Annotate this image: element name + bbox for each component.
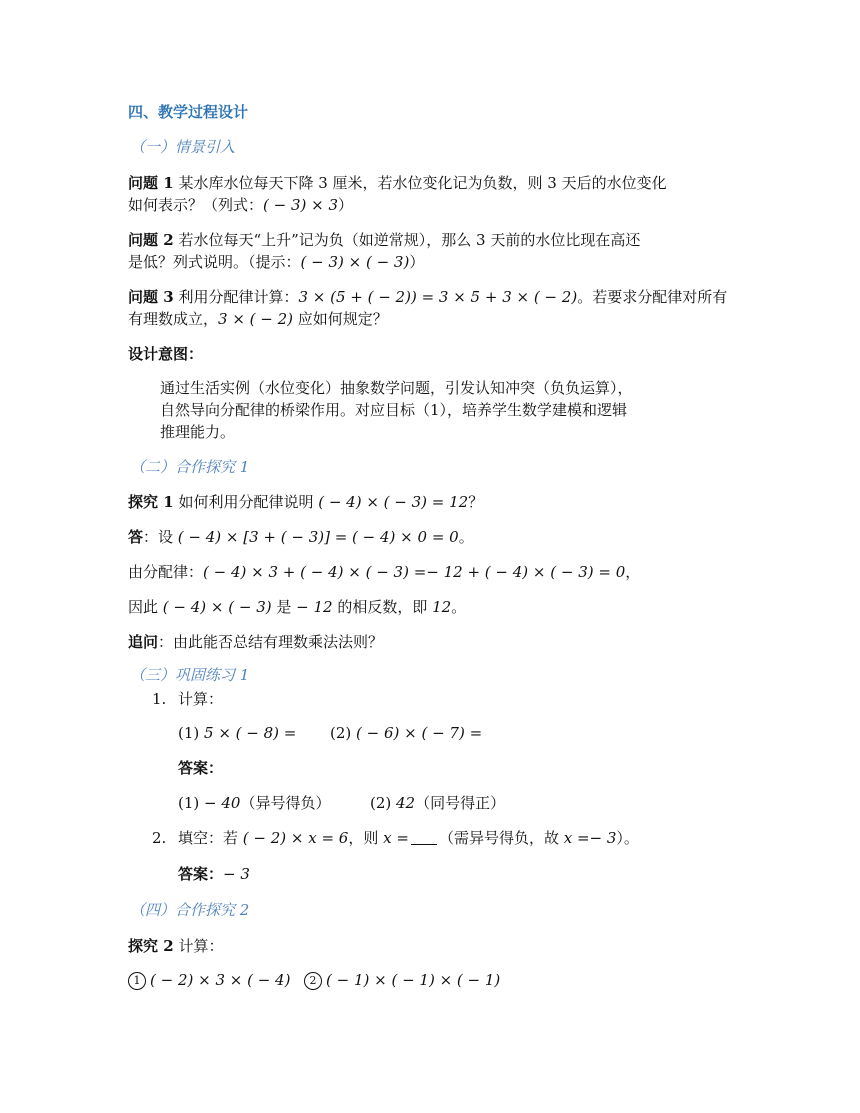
question-3-formula: 3 × (5 + ( − 2)) = 3 × 5 + 3 × ( − 2) <box>298 288 578 306</box>
practice-answer-2 <box>178 863 778 885</box>
design-intent-line-3: 推理能力。 <box>160 423 236 441</box>
question-3-text-end: 。若要求分配律对所有 <box>577 288 728 306</box>
practice-item-2-formula: ( − 2) × x = 6 <box>242 829 349 847</box>
heading-scenario-intro: （一）情景引入 <box>130 138 236 156</box>
question-1-text-2: 如何表示？（列式： <box>128 196 264 214</box>
design-intent-line-1: 通过生活实例（水位变化）抽象数学问题，引发认知冲突（负负运算）， <box>160 379 633 397</box>
heading-cooperative-inquiry-1: （二）合作探究 1 <box>130 458 250 476</box>
answer-2-note: （同号得正） <box>415 794 506 812</box>
conclusion-line <box>128 596 728 618</box>
practice-answer-label: 答案： <box>178 759 224 777</box>
expression-2: ( − 1) × ( − 1) × ( − 1) <box>326 971 501 989</box>
distributive-line <box>128 561 728 583</box>
fill-in-blank <box>411 830 437 845</box>
problem-2-label: (2) <box>330 724 357 742</box>
answer-formula: ( − 4) × [3 + ( − 3)] = ( − 4) × 0 = 0 <box>177 528 459 546</box>
practice-item-2-note-formula: x =− 3 <box>563 829 617 847</box>
distributive-end: ， <box>625 563 641 581</box>
practice-item-2-body <box>178 827 639 849</box>
question-1-line-2 <box>128 194 728 216</box>
question-2-label: 问题 2 <box>128 231 174 249</box>
answer-line <box>128 526 728 548</box>
heading-practice-1: （三）巩固练习 1 <box>130 666 250 684</box>
distributive-formula: ( − 4) × 3 + ( − 4) × ( − 3) =− 12 + ( − 4) × ( − 3) = 0 <box>203 563 626 581</box>
question-3-text-2: 有理数成立， <box>128 310 219 328</box>
inquiry-1-end: ？ <box>468 493 484 511</box>
inquiry-2-expressions <box>128 969 728 991</box>
answer-1-note: （异号得负） <box>240 794 331 812</box>
practice-item-1-text: 计算： <box>178 690 224 708</box>
question-3-text: 利用分配律计算： <box>173 288 299 306</box>
conclusion-formula-2: − 12 <box>296 598 333 616</box>
follow-up-label: 追问 <box>128 633 159 651</box>
question-3-text-2-end: 应如何规定？ <box>293 310 388 328</box>
follow-up-line <box>128 631 728 653</box>
answer-text: ：设 <box>143 528 178 546</box>
design-intent-line-2: 自然导向分配律的桥梁作用。对应目标（1），培养学生数学建模和逻辑 <box>160 401 628 419</box>
inquiry-1-text: 如何利用分配律说明 <box>173 493 319 511</box>
answer-2-value: 42 <box>396 794 416 812</box>
inquiry-2-label: 探究 2 <box>128 937 174 955</box>
question-3-formula-2: 3 × ( − 2) <box>218 310 294 328</box>
practice-problems <box>178 722 778 744</box>
inquiry-2 <box>128 935 728 957</box>
question-2-line-2 <box>128 251 728 273</box>
question-2-text: 若水位每天“上升”记为负（如逆常规），那么 3 天前的水位比现在高还 <box>173 231 641 249</box>
question-2-close: ） <box>409 253 425 271</box>
question-1-formula: ( − 3) × 3 <box>263 196 339 214</box>
question-3-line-2 <box>128 308 728 330</box>
answer-2 <box>370 792 505 814</box>
question-2-text-2: 是低？列式说明。（提示： <box>128 253 301 271</box>
conclusion-end: 。 <box>451 598 467 616</box>
answer-end: 。 <box>458 528 474 546</box>
conclusion-mid: 是 <box>271 598 297 616</box>
problem-1-label: (1) <box>178 724 205 742</box>
section-title: 四、教学过程设计 <box>128 103 249 121</box>
problem-1-formula: 5 × ( − 8) = <box>204 724 297 742</box>
heading-cooperative-inquiry-2: （四）合作探究 2 <box>130 901 250 919</box>
practice-item-1 <box>152 688 752 710</box>
conclusion-formula-1: ( − 4) × ( − 3) <box>162 598 272 616</box>
problem-2-formula: ( − 6) × ( − 7) = <box>356 724 483 742</box>
practice-item-1-number: 1. <box>152 690 167 708</box>
question-1-label: 问题 1 <box>128 174 174 192</box>
expression-2-wrap <box>304 969 500 991</box>
practice-item-2-mid: ，则 <box>348 829 384 847</box>
conclusion-formula-3: 12 <box>432 598 452 616</box>
inquiry-1 <box>128 491 728 513</box>
inquiry-1-label: 探究 1 <box>128 493 174 511</box>
practice-answers <box>178 792 778 814</box>
problem-2 <box>330 722 482 744</box>
design-intent-label: 设计意图： <box>128 345 204 363</box>
circled-number-1: 1 <box>128 972 146 990</box>
question-1-line-1 <box>128 172 728 194</box>
question-1-text: 某水库水位每天下降 3 厘米，若水位变化记为负数，则 3 天后的水位变化 <box>173 174 667 192</box>
practice-item-2-note: （需异号得负，故 <box>438 829 564 847</box>
answer-1-value: − 40 <box>204 794 241 812</box>
conclusion-text: 因此 <box>128 598 163 616</box>
question-3-label: 问题 3 <box>128 288 174 306</box>
practice-answer-2-value: − 3 <box>223 865 250 883</box>
practice-item-2-number: 2. <box>152 829 167 847</box>
question-2-formula: ( − 3) × ( − 3) <box>300 253 410 271</box>
expression-1: ( − 2) × 3 × ( − 4) <box>150 971 291 989</box>
circled-number-2: 2 <box>304 972 322 990</box>
inquiry-1-formula: ( − 4) × ( − 3) = 12 <box>318 493 469 511</box>
practice-answer-2-label: 答案： <box>178 865 224 883</box>
answer-2-label: (2) <box>370 794 397 812</box>
question-3-line-1 <box>128 286 728 308</box>
inquiry-2-text: 计算： <box>173 937 224 955</box>
practice-item-2 <box>152 827 752 849</box>
practice-item-2-x: x = <box>383 829 409 847</box>
question-1-close: ） <box>338 196 354 214</box>
practice-item-2-note-end: ）。 <box>616 829 639 847</box>
follow-up-text: ：由此能否总结有理数乘法法则？ <box>158 633 384 651</box>
answer-label: 答 <box>128 528 144 546</box>
answer-1-label: (1) <box>178 794 205 812</box>
practice-item-2-text: 填空：若 <box>178 829 243 847</box>
question-2-line-1 <box>128 229 728 251</box>
conclusion-mid-2: 的相反数，即 <box>332 598 433 616</box>
distributive-text: 由分配律： <box>128 563 204 581</box>
